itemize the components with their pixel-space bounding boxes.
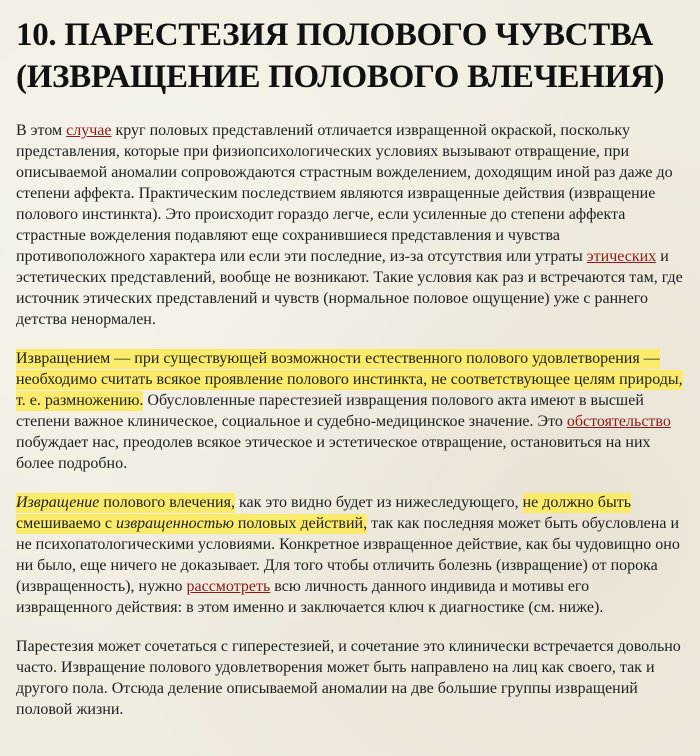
highlighted-text: Извращением — при существующей возможности естественного полового удовлетворения — необходимо считать всякое проявление полового инстинкта, не соответствующее целям природы, т. е. размножению. [16,350,683,409]
text-span: Обусловленные парестезией извращения полового акта имеют в высшей степени важное клиническое, социальное и судебно-медицинское значение. Это [16,392,644,430]
text-span: круг половых представлений отличается извращенной окраской, поскольку представления, которые при физиопсихологических условиях вызывают отвращение, при описываемой аномалии сопровождаются страстным вожделением, доходящим иной раз даже до степени аффекта. Практическим последствием являются извращенные действия (извращение полового инстинкта). Это происходит гораздо легче, если усиленные до степени аффекта страстные вожделения подавляют еще сохранившиеся представления и чувства противоположного характера или если эти последние, из-за отсутствия или утраты [16,122,673,265]
text-span: половых действий, [233,515,368,532]
text-span: Парестезия может сочетаться с гиперестезией, и сочетание это клинически встречается довольно часто. Извращение полового удовлетворения может быть направлено на лиц как своего, так и другого пола. Отсюда деление описываемой аномалии на две большие группы извращений половой жизни. [16,638,681,718]
paragraph-2 [16,348,686,474]
text-span: как это видно будет из нижеследующего, [234,494,523,511]
text-span: В этом [16,122,67,139]
text-span: не должно быть смешиваемо с [16,494,631,532]
link-eticheskih[interactable]: этических [586,248,657,265]
highlighted-text [16,493,235,513]
link-sluchae[interactable]: случае [66,122,112,139]
text-span: и эстетических представлений, вообще не возникают. Такие условия как раз и встречаются там, где источник этических представлений и чувств (нормальное половое ощущение) уже с раннего детства ненормален. [16,248,683,328]
link-obstoyatelstvo[interactable]: обстоятельство [566,413,671,430]
paragraph-4 [16,636,686,720]
emphasis-text: извращенностью [115,515,234,532]
page-title: 10. ПАРЕСТЕЗИЯ ПОЛОВОГО ЧУВСТВА (ИЗВРАЩЕНИЕ ПОЛОВОГО ВЛЕЧЕНИЯ) [16,17,665,95]
link-rassmotret[interactable]: рассмотреть [186,578,271,595]
paragraph-3 [16,492,686,618]
text-span: полового влечения, [99,494,235,511]
text-span: всю личность данного индивида и мотивы его извращенного действия: в этом именно и заключается ключ к диагностике (см. ниже). [16,578,604,616]
paragraph-1 [16,120,686,330]
emphasis-text: Извращение [16,494,100,511]
text-span: так как последняя может быть обусловлена и не психопатологическими условиями. Конкретное извращенное действие, как бы чудовищно оно ни было, еще ничего не доказывает. Для того чтобы отличить болезнь (извращение) от порока (извращенность), нужно [16,515,680,595]
text-span: побуждает нас, преодолев всякое этическое и эстетическое отвращение, остановиться на них более подробно. [16,434,651,472]
